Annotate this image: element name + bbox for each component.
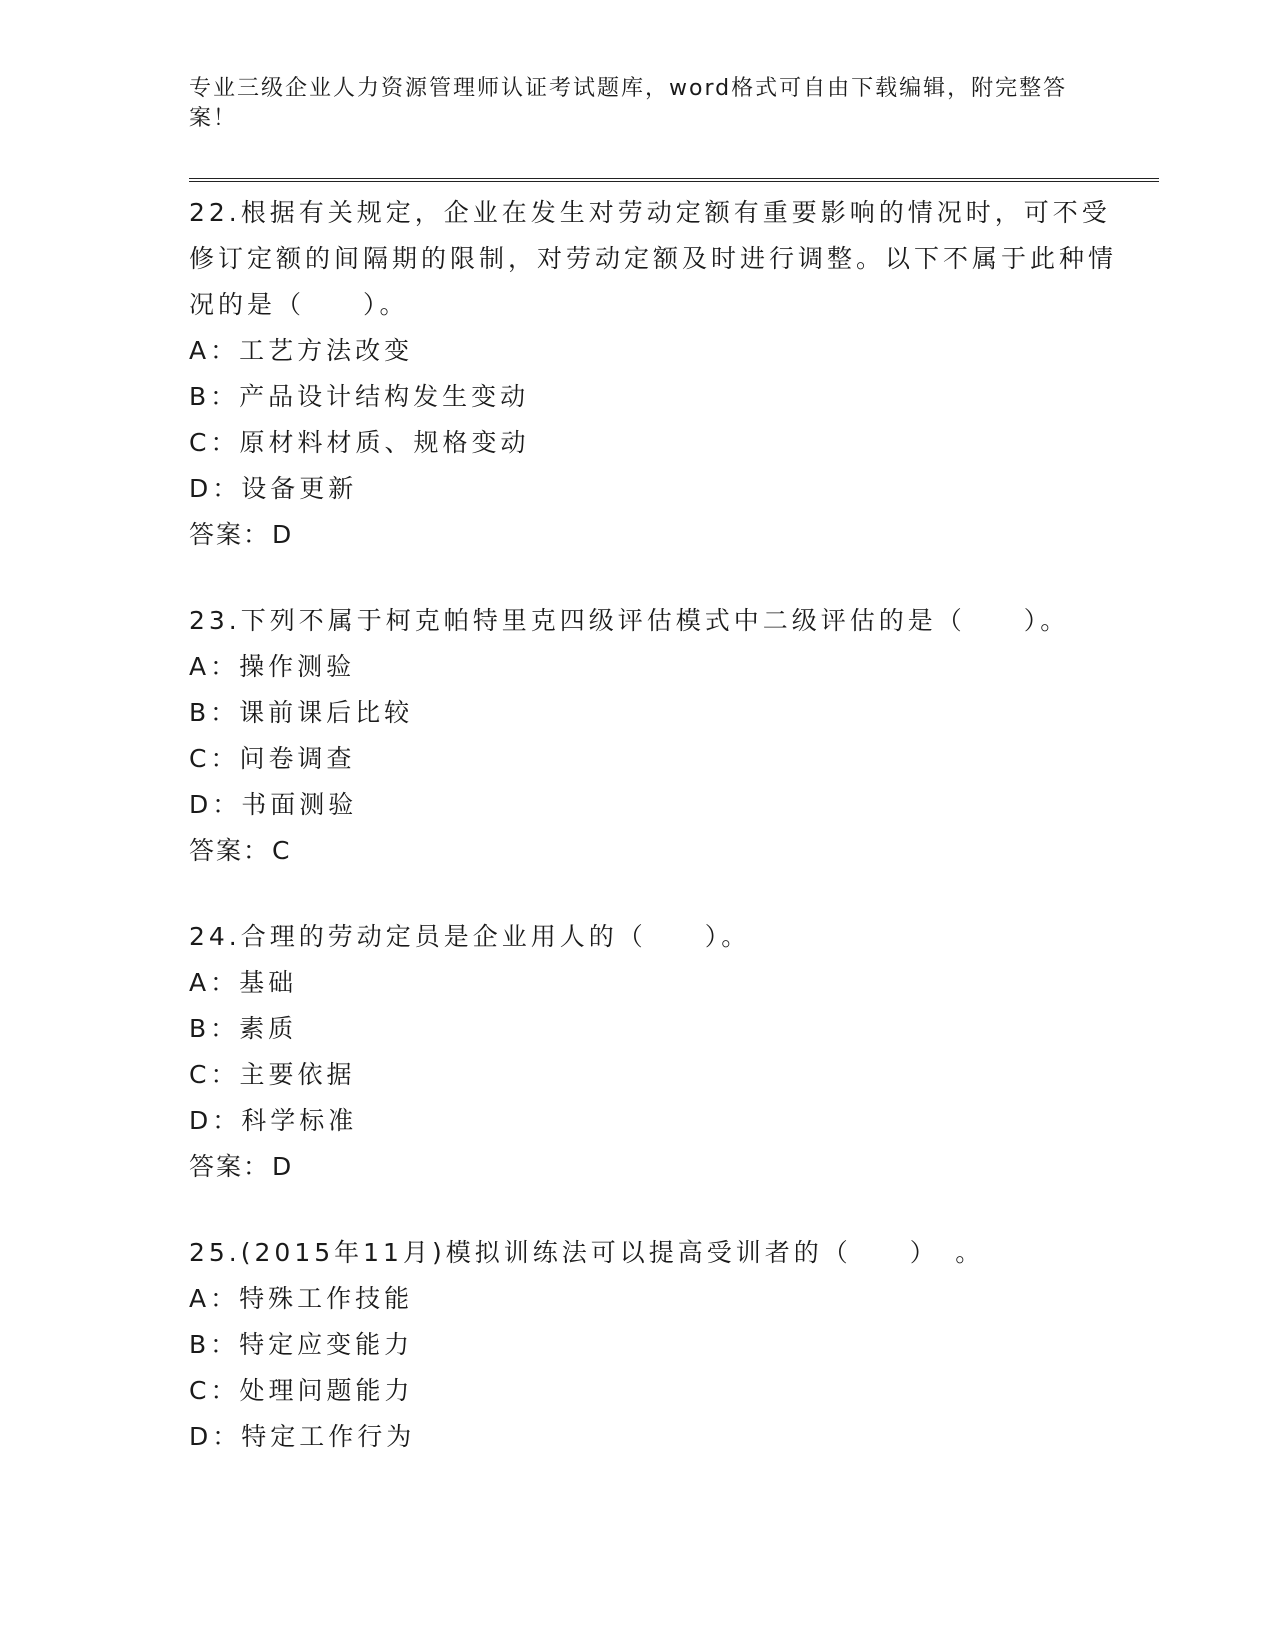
header-divider	[189, 178, 1159, 182]
option-d: D：科学标准	[189, 1106, 358, 1135]
answer-value: C	[272, 836, 292, 865]
answer-line	[189, 512, 1129, 558]
question-text: 25.(2015年11月)模拟训练法可以提高受训者的（ ） 。	[189, 1238, 985, 1267]
question-text: 23.下列不属于柯克帕特里克四级评估模式中二级评估的是（ ）。	[189, 606, 1070, 635]
answer-label: 答案：	[189, 1152, 271, 1181]
question-text: 24.合理的劳动定员是企业用人的（ ）。	[189, 922, 751, 951]
question-24	[189, 914, 1129, 1190]
question-22	[189, 190, 1129, 558]
option-a: A：工艺方法改变	[189, 336, 414, 365]
option-c: C：问卷调查	[189, 744, 356, 773]
option-d: D：设备更新	[189, 474, 358, 503]
answer-label: 答案：	[189, 836, 271, 865]
option-d: D：书面测验	[189, 790, 358, 819]
option-b: B：产品设计结构发生变动	[189, 382, 530, 411]
option-d: D：特定工作行为	[189, 1422, 416, 1451]
answer-label: 答案：	[189, 520, 271, 549]
question-25	[189, 1230, 1129, 1460]
option-b: B：课前课后比较	[189, 698, 414, 727]
question-23	[189, 598, 1129, 874]
document-header: 专业三级企业人力资源管理师认证考试题库，word格式可自由下载编辑，附完整答案！	[189, 76, 1068, 131]
option-c: C：原材料材质、规格变动	[189, 428, 530, 457]
question-text: 22.根据有关规定，企业在发生对劳动定额有重要影响的情况时，可不受修订定额的间隔期的限制，对劳动定额及时进行调整。以下不属于此种情况的是（ ）。	[189, 198, 1118, 319]
option-b: B：素质	[189, 1014, 298, 1043]
option-c: C：处理问题能力	[189, 1376, 414, 1405]
answer-line	[189, 828, 1129, 874]
option-b: B：特定应变能力	[189, 1330, 414, 1359]
option-a: A：特殊工作技能	[189, 1284, 414, 1313]
question-list	[189, 190, 1129, 1500]
answer-value: D	[272, 520, 294, 549]
answer-line	[189, 1144, 1129, 1190]
option-c: C：主要依据	[189, 1060, 356, 1089]
answer-value: D	[272, 1152, 294, 1181]
option-a: A：基础	[189, 968, 298, 997]
option-a: A：操作测验	[189, 652, 356, 681]
